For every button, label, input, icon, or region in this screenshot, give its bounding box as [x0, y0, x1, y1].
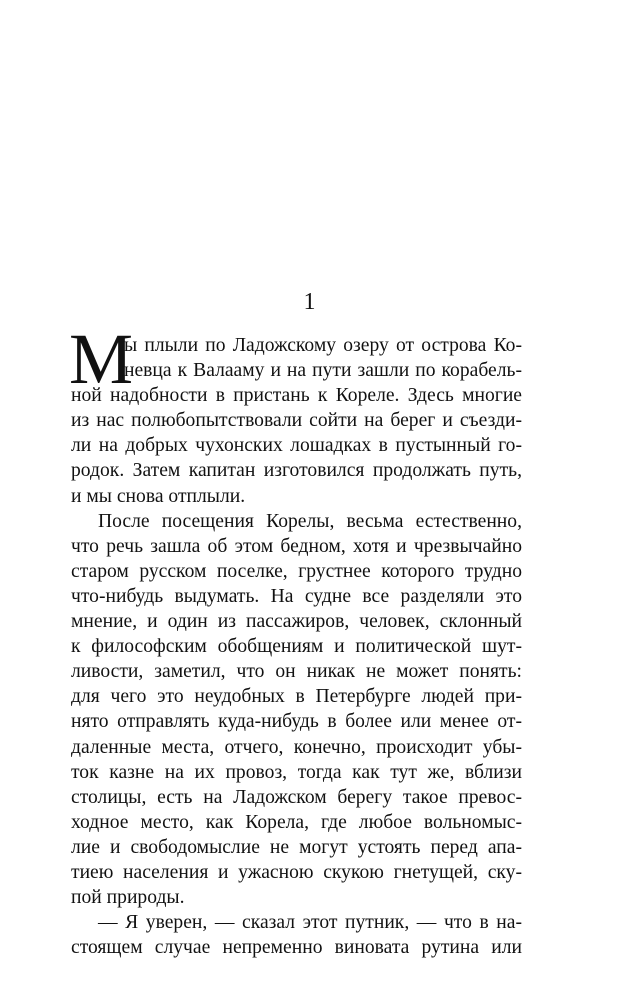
text-line: мнение, и один из пассажиров, человек, склонный [71, 611, 522, 633]
paragraph-1 [69, 319, 522, 509]
text-line: лие и свободомыслие не могут устоять перед апа- [71, 836, 522, 858]
text-line: ливости, заметил, что он никак не может понять: [71, 661, 522, 683]
text-line: даленные места, отчего, конечно, происходит убы- [71, 736, 522, 758]
text-line: ы плыли по Ладожскому озеру от острова Ко- [124, 335, 522, 356]
text-line: ток казне на их провоз, тогда как тут же, вблизи [71, 761, 522, 783]
text-line: После посещения Корелы, весьма естественно, [98, 510, 522, 532]
text-line: родок. Затем капитан изготовился продолжать путь, [71, 460, 522, 482]
text-line: старом русском поселке, грустнее которого трудно [71, 560, 522, 582]
body-text [69, 319, 522, 960]
text-line: тиею населения и ужасною скукою гнетущей, ску- [71, 861, 522, 883]
text-line: ной надобности в пристань к Кореле. Здесь многие [71, 385, 522, 407]
text-line: столицы, есть на Ладожском берегу такое превос- [71, 786, 522, 808]
text-line: стоящем случае непременно виновата рутина или [71, 937, 522, 959]
text-line: — Я уверен, — сказал этот путник, — что в на- [98, 912, 522, 934]
text-line: что речь зашла об этом бедном, хотя и чрезвычайно [71, 535, 522, 557]
chapter-number: 1 [303, 289, 316, 315]
text-line: ли на добрых чухонских лошадках в пустынный го- [71, 435, 522, 457]
drop-cap: М [69, 319, 134, 399]
text-line: пой природы. [71, 887, 185, 909]
text-line: к философским обобщениям и политической шут- [71, 636, 522, 658]
text-line: что-нибудь выдумать. На судне все разделяли это [71, 585, 522, 607]
paragraph-2 [71, 509, 522, 911]
text-line: невца к Валааму и на пути зашли по корабель- [124, 360, 522, 382]
text-line: ходное место, как Корела, где любое вольномыс- [71, 811, 522, 833]
text-line: нято отправлять куда-нибудь в более или менее от- [71, 711, 522, 733]
paragraph-3 [71, 910, 522, 960]
text-line: для чего это неудобных в Петербурге людей при- [71, 686, 522, 708]
text-line: и мы снова отплыли. [71, 485, 246, 507]
text-line: из нас полюбопытствовали сойти на берег и съезди- [71, 410, 522, 432]
